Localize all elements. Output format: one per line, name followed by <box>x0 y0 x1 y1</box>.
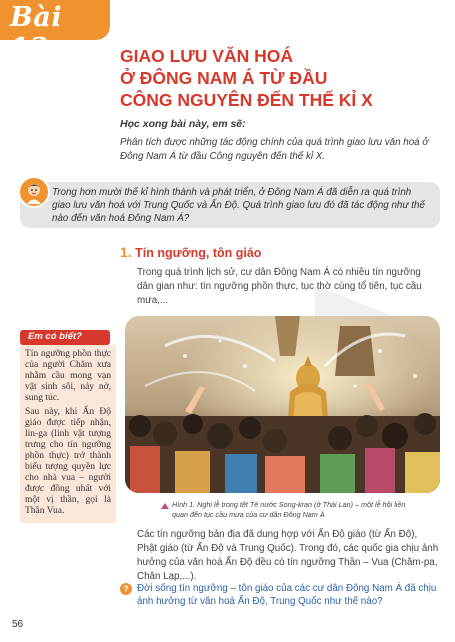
section-number: 1. <box>120 244 132 260</box>
objectives-text: Phân tích được những tác động chính của quá trình giao lưu văn hoá ở Đông Nam Á từ đầu Công nguyên đến thế kỉ X. <box>120 137 429 162</box>
did-you-know-heading <box>20 330 110 345</box>
question-text: Đời sống tín ngưỡng – tôn giáo của các cư dân Đông Nam Á đã chịu ảnh hưởng từ văn hoá Ấn Độ, Trung Quốc như thế nào? <box>137 583 437 607</box>
objectives-heading: Học xong bài này, em sẽ: <box>120 118 246 130</box>
did-you-know-paragraph-1: Tín ngưỡng phồn thực của người Chăm xưa nhằm cầu mong vạn vật sinh sôi, nảy nở, sung túc. <box>25 349 111 403</box>
did-you-know-box <box>20 345 116 523</box>
page-number: 56 <box>12 619 24 630</box>
figure-caption: Hình 1. Nghi lễ trong tết Té nước Song-kran (ở Thái Lan) – một lễ hội liên quan đến tục cầu mưa của cư dân Đông Nam Á <box>172 500 406 519</box>
section-title: Tín ngưỡng, tôn giáo <box>135 246 262 260</box>
caption-marker-icon <box>161 503 169 509</box>
title-line-1: GIAO LƯU VĂN HOÁ <box>120 46 293 66</box>
body-paragraph: Các tín ngưỡng bản địa đã dung hợp với Ấn Độ giáo (từ Ấn Độ), Phật giáo (từ Ấn Độ và Trung Quốc). Trong đó, các quốc gia chịu ảnh hưởng của văn hoá Ấn Độ đều có tín ngưỡng Thần – Vua (Chăm-pa, Chân Lạp,...). <box>137 529 439 582</box>
title-line-3: CÔNG NGUYÊN ĐẾN THẾ KỈ X <box>120 90 373 110</box>
section-text: Trong quá trình lịch sử, cư dân Đông Nam Á có nhiều tín ngưỡng dân gian như: tín ngưỡng phồn thực, tục thờ cúng tổ tiên, tục cầu mưa,... <box>137 267 422 306</box>
lesson-title <box>120 45 440 111</box>
lesson-tab <box>0 0 110 64</box>
intro-text: Trong hơn mười thế kỉ hình thành và phát triển, ở Đông Nam Á đã diễn ra quá trình giao lưu văn hoá với Trung Quốc và Ấn Độ. Quá trình giao lưu đó đã tác động như thế nào đến văn hoá Đông Nam Á? <box>52 187 425 224</box>
student-mascot-icon <box>18 176 50 208</box>
title-line-2: Ở ĐÔNG NAM Á TỪ ĐẦU <box>120 68 328 88</box>
lesson-label: Bài 13 <box>10 2 63 64</box>
question-icon: ? <box>120 583 132 595</box>
section-heading <box>120 244 261 260</box>
did-you-know-label: Em có biết? <box>28 331 82 342</box>
festival-photo <box>125 316 440 493</box>
did-you-know-paragraph-2: Sau này, khi Ấn Độ giáo được tiếp nhận, lin-ga (linh vật tượng trưng cho tín ngưỡng phồn thực) trở thành biểu tượng quyền lực cho nhà vua – người được đồng nhất với một vị thần, gọi là Thần Vua. <box>25 407 111 516</box>
songkran-festival-image <box>125 316 440 493</box>
